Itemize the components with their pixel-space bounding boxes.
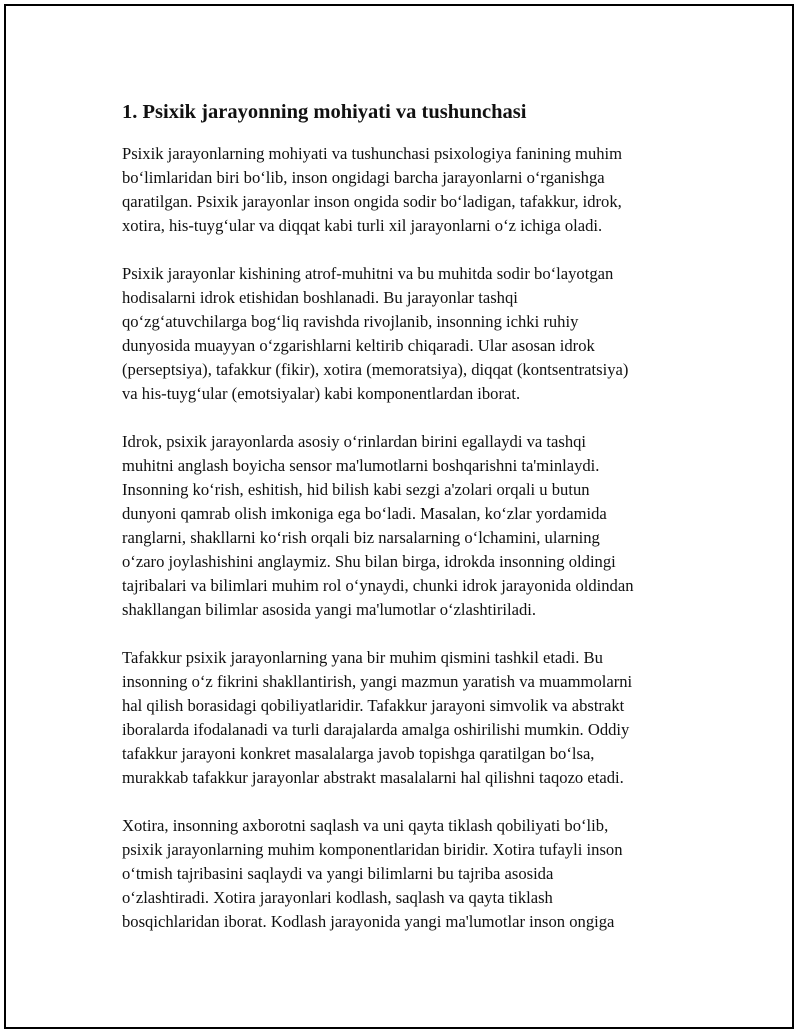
text-line: dunyosida muayyan oʻzgarishlarni keltirib chiqaradi. Ular asosan idrok [122,336,595,355]
text-line: Psixik jarayonlarning mohiyati va tushunchasi psixologiya fanining muhim [122,144,623,163]
text-line: murakkab tafakkur jarayonlar abstrakt masalalarni hal qilishni taqozo etadi. [122,768,624,787]
text-line: iboralarda ifodalanadi va turli darajalarda amalga oshirilishi mumkin. Oddiy [122,720,630,739]
text-line: hal qilish borasidagi qobiliyatlaridir. Tafakkur jarayoni simvolik va abstrakt [122,696,625,715]
text-line: oʻzaro joylashishini anglaymiz. Shu bilan birga, idrokda insonning oldingi [122,552,616,571]
text-line: oʻtmish tajribasini saqlaydi va yangi bilimlarni bu tajriba asosida [122,864,554,883]
text-line: Tafakkur psixik jarayonlarning yana bir muhim qismini tashkil etadi. Bu [122,648,603,667]
text-line: va his-tuygʻular (emotsiyalar) kabi komponentlardan iborat. [122,384,521,403]
text-line: ranglarni, shakllarni koʻrish orqali biz narsalarning oʻlchamini, ularning [122,528,600,547]
paragraph-3 [122,430,702,622]
text-line: tajribalari va bilimlari muhim rol oʻynaydi, chunki idrok jarayonida oldindan [122,576,634,595]
text-line: bosqichlaridan iborat. Kodlash jarayonida yangi ma'lumotlar inson ongiga [122,912,615,931]
document-body [122,98,702,934]
paragraph-4 [122,646,702,790]
text-line: oʻzlashtiradi. Xotira jarayonlari kodlash, saqlash va qayta tiklash [122,888,553,907]
text-line: Insonning koʻrish, eshitish, hid bilish kabi sezgi a'zolari orqali u butun [122,480,590,499]
paragraph-5 [122,814,702,934]
text-line: qaratilgan. Psixik jarayonlar inson ongida sodir boʻladigan, tafakkur, idrok, [122,192,622,211]
paragraph-2 [122,262,702,406]
document-page [4,4,794,1029]
text-line: Psixik jarayonlar kishining atrof-muhitni va bu muhitda sodir boʻlayotgan [122,264,614,283]
text-line: tafakkur jarayoni konkret masalalarga javob topishga qaratilgan boʻlsa, [122,744,595,763]
text-line: xotira, his-tuygʻular va diqqat kabi turli xil jarayonlarni oʻz ichiga oladi. [122,216,603,235]
text-line: hodisalarni idrok etishidan boshlanadi. Bu jarayonlar tashqi [122,288,518,307]
text-line: insonning oʻz fikrini shakllantirish, yangi mazmun yaratish va muammolarni [122,672,633,691]
text-line: psixik jarayonlarning muhim komponentlaridan biridir. Xotira tufayli inson [122,840,623,859]
text-line: Xotira, insonning axborotni saqlash va uni qayta tiklash qobiliyati boʻlib, [122,816,609,835]
paragraph-1 [122,142,702,238]
text-line: shakllangan bilimlar asosida yangi ma'lumotlar oʻzlashtiriladi. [122,600,537,619]
text-line: dunyoni qamrab olish imkoniga ega boʻladi. Masalan, koʻzlar yordamida [122,504,607,523]
text-line: boʻlimlaridan biri boʻlib, inson ongidagi barcha jarayonlarni oʻrganishga [122,168,605,187]
text-line: Idrok, psixik jarayonlarda asosiy oʻrinlardan birini egallaydi va tashqi [122,432,587,451]
text-line: (perseptsiya), tafakkur (fikir), xotira (memoratsiya), diqqat (kontsentratsiya) [122,360,629,379]
text-line: muhitni anglash boyicha sensor ma'lumotlarni boshqarishni ta'minlaydi. [122,456,600,475]
section-heading: 1. Psixik jarayonning mohiyati va tushunchasi [122,101,527,123]
text-line: qoʻzgʻatuvchilarga bogʻliq ravishda rivojlanib, insonning ichki ruhiy [122,312,579,331]
